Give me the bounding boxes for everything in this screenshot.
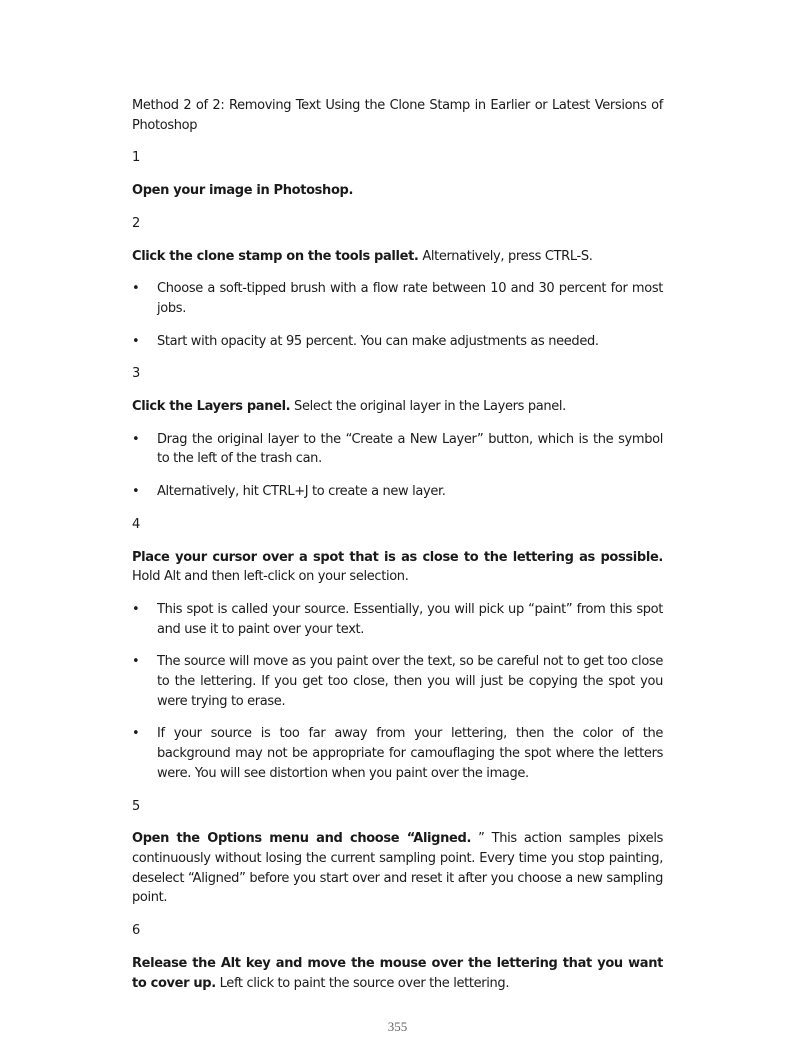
step-detail: ” This action samples pixels continuously without losing the current sampling point. Every time you stop painting, deselect “Aligned” before you start over and reset it after you choose a new sampling point.: [132, 831, 664, 906]
step-instruction: Open your image in Photoshop.: [132, 183, 354, 199]
list-item: • If your source is too far away from your lettering, then the color of the background may not be appropriate for camouflaging the spot where the letters were. You will see distortion when you paint over the image.: [132, 726, 663, 781]
step-detail: Select the original layer in the Layers panel.: [290, 399, 566, 415]
list-item: • Drag the original layer to the “Create a New Layer” button, which is the symbol to the left of the trash can.: [132, 431, 663, 467]
list-item: • This spot is called your source. Essentially, you will pick up “paint” from this spot and use it to paint over your text.: [132, 601, 663, 637]
bullet-list: [132, 600, 663, 784]
step-number: 2: [132, 215, 140, 231]
step-number: 5: [132, 798, 140, 814]
list-item: • The source will move as you paint over the text, so be careful not to get too close to the lettering. If you get too close, then you will just be copying the spot you were trying to erase.: [132, 654, 663, 709]
step-detail: Alternatively, press CTRL-S.: [418, 248, 593, 264]
bullet-list: [132, 430, 663, 502]
bullet-icon: •: [132, 484, 140, 500]
bullet-icon: •: [132, 601, 140, 617]
page-number: 355: [387, 1019, 408, 1034]
bullet-icon: •: [132, 654, 140, 670]
step-instruction: Click the Layers panel.: [132, 399, 291, 415]
list-item: • Start with opacity at 95 percent. You can make adjustments as needed.: [132, 332, 663, 352]
step-text: [132, 247, 663, 267]
bullet-icon: •: [132, 431, 140, 447]
step-text: [132, 548, 663, 587]
step-text: [132, 397, 663, 417]
step-number: 6: [132, 923, 140, 939]
list-item: • Choose a soft-tipped brush with a flow rate between 10 and 30 percent for most jobs.: [132, 281, 663, 316]
step-text: [132, 829, 663, 908]
section-heading: Method 2 of 2: Removing Text Using the Clone Stamp in Earlier or Latest Versions of Photoshop: [132, 98, 663, 133]
step-instruction: Open the Options menu and choose “Aligned.: [132, 831, 472, 847]
step-number: 3: [132, 366, 140, 382]
bullet-icon: •: [132, 726, 140, 742]
step-number: 4: [132, 516, 140, 532]
document-page: [132, 96, 663, 1006]
step-instruction: Click the clone stamp on the tools pallet.: [132, 248, 419, 264]
step-number: 1: [132, 150, 140, 166]
list-item: • Alternatively, hit CTRL+J to create a new layer.: [132, 482, 663, 502]
bullet-icon: •: [132, 333, 140, 349]
step-text: [132, 181, 663, 201]
bullet-list: [132, 279, 663, 351]
step-instruction: Place your cursor over a spot that is as close to the lettering as possible.: [132, 549, 663, 565]
bullet-icon: •: [132, 281, 140, 297]
step-detail: Left click to paint the source over the lettering.: [215, 975, 510, 991]
step-text: [132, 954, 663, 993]
step-instruction: Release the Alt key and move the mouse over the lettering that you want to cover up.: [132, 955, 663, 991]
step-detail: Hold Alt and then left-click on your selection.: [132, 569, 409, 585]
